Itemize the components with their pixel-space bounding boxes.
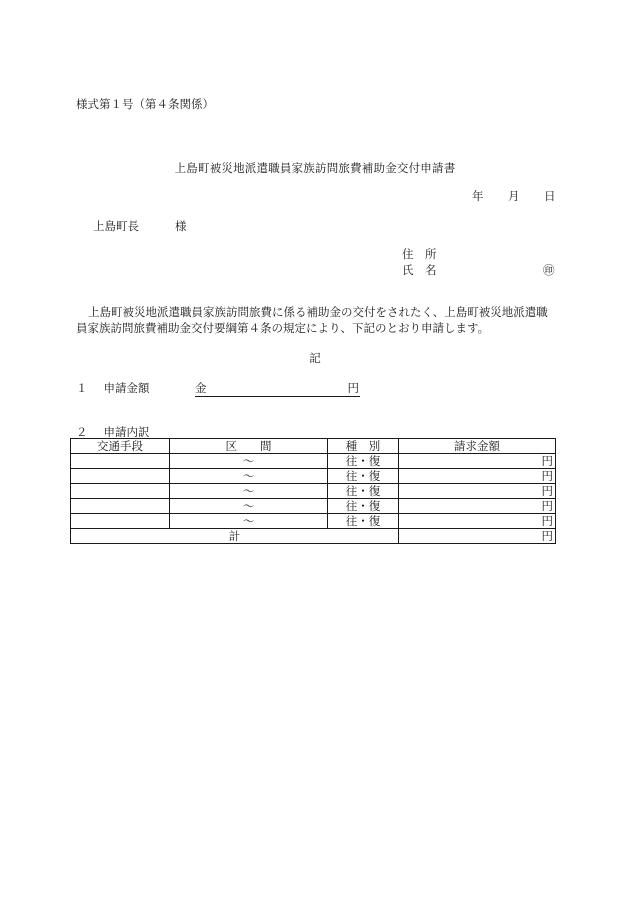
- cell-type[interactable]: 往・復: [328, 499, 399, 514]
- total-amount[interactable]: 円: [399, 529, 556, 544]
- table-header-row: [71, 439, 556, 454]
- application-amount-field[interactable]: [195, 381, 360, 397]
- cell-means[interactable]: [71, 454, 170, 469]
- section-1-label: 申請金額: [103, 381, 150, 395]
- table-row: [71, 484, 556, 499]
- section-2-label: 申請内訳: [103, 425, 150, 439]
- breakdown-table: [70, 438, 556, 544]
- cell-section[interactable]: ～: [170, 499, 328, 514]
- cell-means[interactable]: [71, 499, 170, 514]
- table-row: [71, 454, 556, 469]
- cell-amount[interactable]: 円: [399, 499, 556, 514]
- date-year-label: 年: [472, 189, 484, 203]
- cell-type[interactable]: 往・復: [328, 454, 399, 469]
- header-amount: 請求金額: [399, 439, 556, 454]
- application-statement: 上島町被災地派遣職員家族訪問旅費に係る補助金の交付をされたく、上島町被災地派遣職員家族訪問旅費補助金交付要綱第４条の規定により、下記のとおり申請します。: [76, 305, 548, 335]
- cell-section[interactable]: ～: [170, 514, 328, 529]
- cell-means[interactable]: [71, 469, 170, 484]
- addressee: [93, 219, 187, 233]
- section-2-heading: [76, 425, 150, 439]
- cell-type[interactable]: 往・復: [328, 514, 399, 529]
- addressee-honorific: 様: [175, 219, 187, 233]
- header-transport-means: 交通手段: [71, 439, 170, 454]
- cell-means[interactable]: [71, 514, 170, 529]
- page-title: 上島町被災地派遣職員家族訪問旅費補助金交付申請書: [174, 161, 456, 175]
- cell-type[interactable]: 往・復: [328, 484, 399, 499]
- section-1-number: １: [76, 381, 88, 395]
- cell-section[interactable]: ～: [170, 469, 328, 484]
- ki-heading: 記: [309, 351, 321, 365]
- date-month-label: 月: [508, 189, 520, 203]
- amount-prefix: 金: [195, 381, 207, 395]
- cell-amount[interactable]: 円: [399, 484, 556, 499]
- date-line: [472, 189, 556, 203]
- cell-means[interactable]: [71, 484, 170, 499]
- cell-amount[interactable]: 円: [399, 469, 556, 484]
- cell-type[interactable]: 往・復: [328, 469, 399, 484]
- seal-mark: ㊞: [543, 263, 555, 277]
- total-label: 計: [71, 529, 399, 544]
- cell-section[interactable]: ～: [170, 484, 328, 499]
- header-type: 種 別: [328, 439, 399, 454]
- applicant-name-label: 氏 名: [402, 263, 437, 277]
- header-section: 区 間: [170, 439, 328, 454]
- table-total-row: [71, 529, 556, 544]
- section-2-number: ２: [76, 425, 88, 439]
- table-row: [71, 469, 556, 484]
- applicant-address-label: 住 所: [402, 247, 437, 261]
- table-row: [71, 499, 556, 514]
- cell-amount[interactable]: 円: [399, 514, 556, 529]
- addressee-name: 上島町長: [93, 219, 139, 233]
- date-day-label: 日: [544, 189, 556, 203]
- amount-unit: 円: [347, 381, 359, 395]
- form-number: 様式第１号（第４条関係）: [76, 97, 214, 111]
- cell-amount[interactable]: 円: [399, 454, 556, 469]
- cell-section[interactable]: ～: [170, 454, 328, 469]
- table-row: [71, 514, 556, 529]
- section-1-heading: [76, 381, 150, 395]
